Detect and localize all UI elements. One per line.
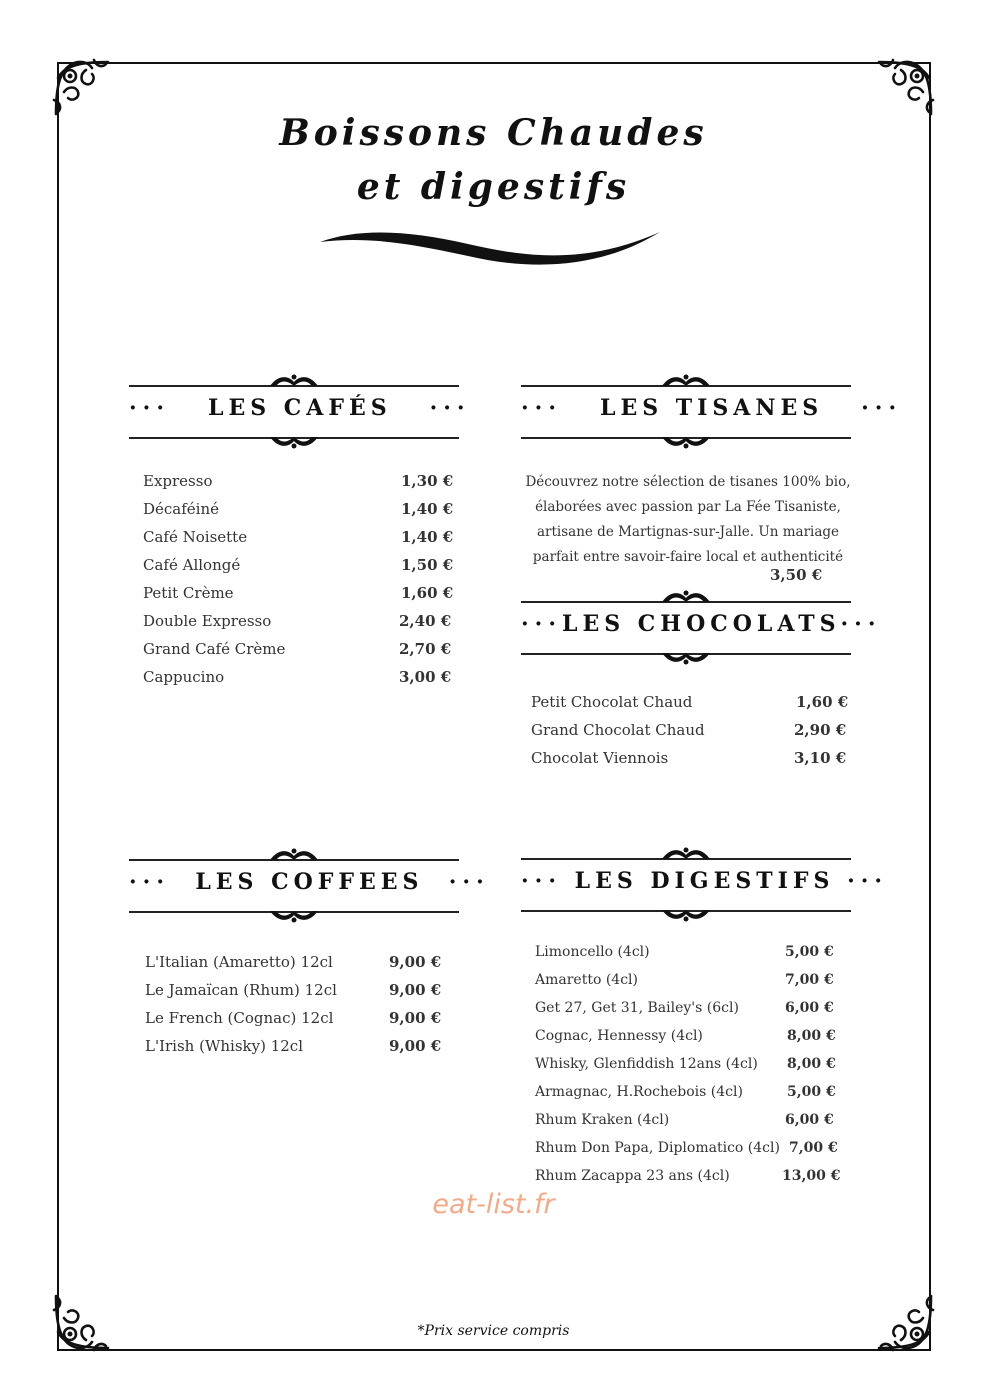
list-item [535,944,840,972]
item-name: Limoncello (4cl) [535,944,650,960]
item-price: 6,00 € [785,1112,834,1128]
section-title-row: ··· LES CAFÉS ··· [129,395,471,421]
list-item [531,749,847,777]
section-header-digestifs [521,848,889,920]
corner-ornament-top-right [875,56,937,118]
section-title-coffees: LES COFFEES [195,869,424,895]
item-name: Rhum Kraken (4cl) [535,1112,670,1128]
section-header-cafes [129,375,471,447]
page-title-line2: et digestifs [356,166,631,208]
list-item [535,1084,840,1112]
list-item [535,1140,840,1168]
item-price: 6,00 € [785,1000,834,1016]
item-price: 2,40 € [399,612,452,630]
list-item [143,528,454,556]
flourish-icon [268,373,320,387]
section-title-row: ··· LES COFFEES ··· [129,869,490,895]
list-item [143,640,452,668]
flourish-icon [660,909,712,923]
item-price: 1,60 € [796,693,849,711]
list-item [143,668,452,696]
flourish-icon [660,846,712,860]
list-item [143,612,452,640]
list-item [145,953,445,981]
item-name: Le Jamaïcan (Rhum) 12cl [145,981,337,999]
item-name: Rhum Don Papa, Diplomatico (4cl) [535,1140,780,1156]
item-price: 1,30 € [401,472,454,490]
item-name: Get 27, Get 31, Bailey's (6cl) [535,1000,739,1016]
item-name: L'Irish (Whisky) 12cl [145,1037,303,1055]
item-price: 9,00 € [389,981,442,999]
footer-note: *Prix service compris [417,1323,570,1339]
item-price: 9,00 € [389,953,442,971]
list-item [531,693,849,721]
flourish-icon [268,910,320,924]
item-name: Café Allongé [143,556,241,574]
corner-ornament-top-left [50,56,112,118]
list-item [143,472,454,500]
list-item [145,1037,445,1065]
item-name: Café Noisette [143,528,248,546]
item-price: 13,00 € [782,1168,841,1184]
item-price: 5,00 € [787,1084,836,1100]
list-item [535,1056,840,1084]
list-item [145,981,445,1009]
section-title-row: ···LES CHOCOLATS··· [521,611,882,637]
item-price: 8,00 € [787,1056,836,1072]
item-name: Double Expresso [143,612,272,630]
section-title-digestifs: LES DIGESTIFS [574,868,835,894]
item-name: Petit Crème [143,584,234,602]
item-price: 1,50 € [401,556,454,574]
item-name: Rhum Zacappa 23 ans (4cl) [535,1168,730,1184]
section-header-coffees [129,849,490,921]
item-price: 1,40 € [401,500,454,518]
watermark-text: eat-list.fr [432,1189,555,1220]
item-price: 1,40 € [401,528,454,546]
section-header-chocolats [521,591,882,663]
section-title-cafes: LES CAFÉS [207,395,392,421]
list-item [535,1112,840,1140]
list-item [531,721,847,749]
list-item [535,972,840,1000]
item-name: Cognac, Hennessy (4cl) [535,1028,703,1044]
coffees-list [145,953,445,1065]
section-title-chocolats: LES CHOCOLATS [561,611,841,637]
flourish-icon [660,589,712,603]
flourish-icon [660,652,712,666]
item-price: 3,10 € [794,749,847,767]
digestifs-list [535,944,840,1196]
item-name: Grand Café Crème [143,640,286,658]
list-item [143,584,454,612]
item-name: Le French (Cognac) 12cl [145,1009,334,1027]
item-name: Petit Chocolat Chaud [531,693,693,711]
page-title-line1: Boissons Chaudes [279,112,708,154]
item-name: Armagnac, H.Rochebois (4cl) [535,1084,743,1100]
item-price: 2,70 € [399,640,452,658]
flourish-icon [268,436,320,450]
section-title-tisanes: LES TISANES [599,395,824,421]
item-price: 7,00 € [785,972,834,988]
chocolats-list [531,693,849,777]
section-header-tisanes [521,375,903,447]
item-price: 2,90 € [794,721,847,739]
list-item [143,556,454,584]
tisanes-description: Découvrez notre sélection de tisanes 100% bio, élaborées avec passion par La Fée Tisaniste, artisane de Martignas-sur-Jalle. Un mariage parfait entre savoir-faire local et authenticité [525,474,851,565]
list-item [145,1009,445,1037]
item-price: 7,00 € [789,1140,838,1156]
item-name: Cappucino [143,668,225,686]
list-item [535,1000,840,1028]
item-price: 9,00 € [389,1009,442,1027]
item-name: Décaféiné [143,500,220,518]
title-swash-ornament [318,226,663,274]
cafes-list [143,472,454,696]
item-name: Amaretto (4cl) [535,972,638,988]
tisanes-price: 3,50 € [770,566,823,584]
item-name: Whisky, Glenfiddish 12ans (4cl) [535,1056,758,1072]
section-title-row: ··· LES DIGESTIFS ··· [521,868,889,894]
list-item [143,500,454,528]
item-price: 8,00 € [787,1028,836,1044]
section-title-row: ··· LES TISANES ··· [521,395,903,421]
flourish-icon [660,436,712,450]
item-price: 1,60 € [401,584,454,602]
item-name: Expresso [143,472,213,490]
item-price: 5,00 € [785,944,834,960]
flourish-icon [268,847,320,861]
item-price: 3,00 € [399,668,452,686]
item-name: Chocolat Viennois [531,749,669,767]
item-name: L'Italian (Amaretto) 12cl [145,953,333,971]
flourish-icon [660,373,712,387]
item-price: 9,00 € [389,1037,442,1055]
item-name: Grand Chocolat Chaud [531,721,705,739]
list-item [535,1028,840,1056]
